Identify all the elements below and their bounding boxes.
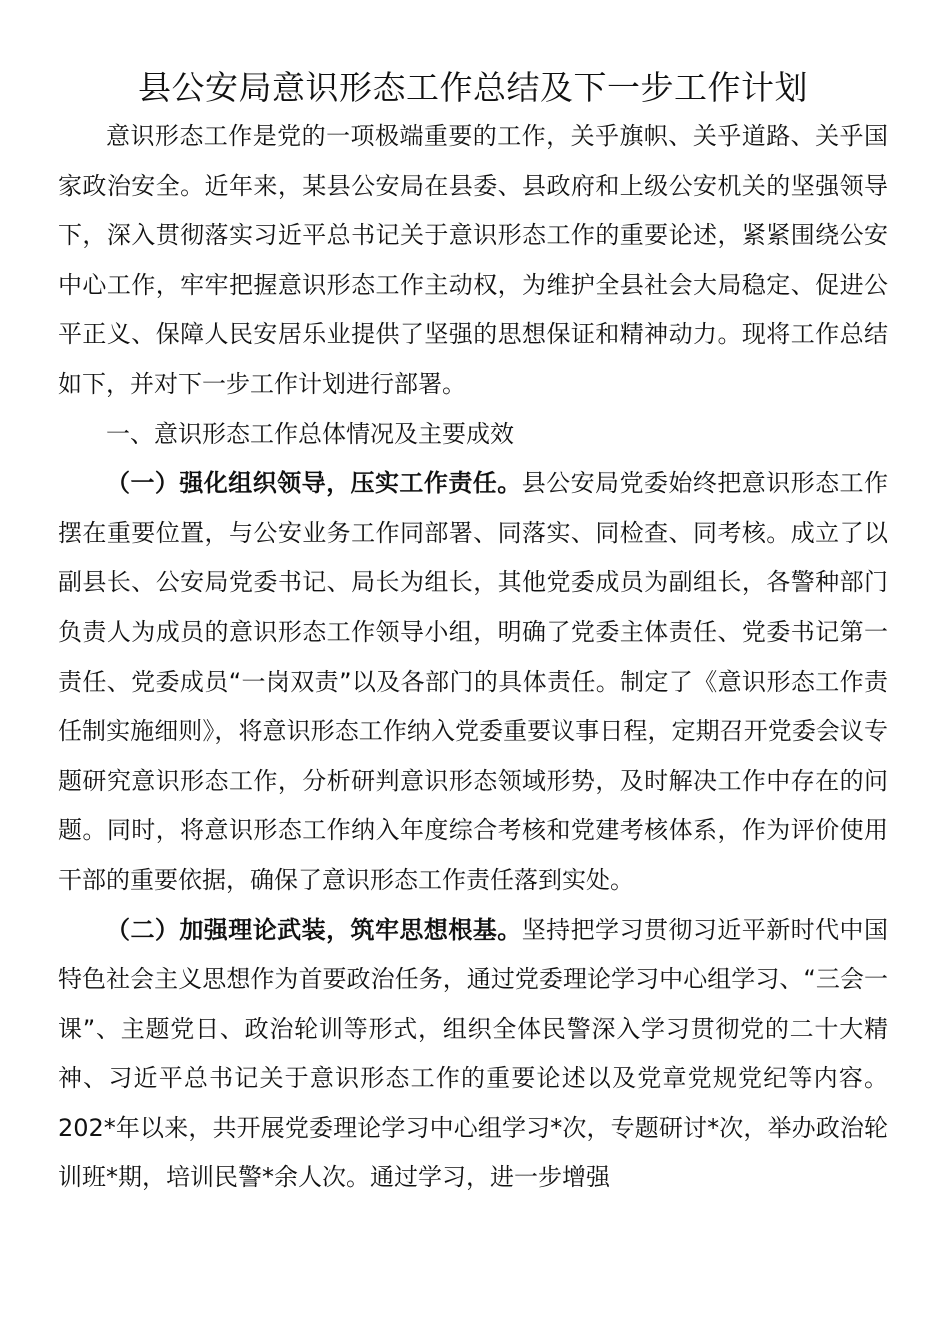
item-heading-2: （二）加强理论武装，筑牢思想根基。: [106, 915, 522, 944]
item-body-1: 县公安局党委始终把意识形态工作摆在重要位置，与公安业务工作同部署、同落实、同检查、同考核。成立了以副县长、公安局党委书记、局长为组长，其他党委成员为副组长，各警种部门负责人为成员的意识形态工作领导小组，明确了党委主体责任、党委书记第一责任、党委成员“一岗双责”以及各部门的具体责任。制定了《意识形态工作责任制实施细则》，将意识形态工作纳入党委重要议事日程，定期召开党委会议专题研究意识形态工作，分析研判意识形态领域形势，及时解决工作中存在的问题。同时，将意识形态工作纳入年度综合考核和党建考核体系，作为评价使用干部的重要依据，确保了意识形态工作责任落到实处。: [58, 469, 889, 894]
item-paragraph-2: [58, 906, 888, 1204]
intro-paragraph: 意识形态工作是党的一项极端重要的工作，关乎旗帜、关乎道路、关乎国家政治安全。近年来，某县公安局在县委、县政府和上级公安机关的坚强领导下，深入贯彻落实习近平总书记关于意识形态工作的重要论述，紧紧围绕公安中心工作，牢牢把握意识形态工作主动权，为维护全县社会大局稳定、促进公平正义、保障人民安居乐业提供了坚强的思想保证和精神动力。现将工作总结如下，并对下一步工作计划进行部署。: [58, 122, 888, 398]
section-heading: 一、意识形态工作总体情况及主要成效: [106, 419, 514, 448]
item-body-2: 坚持把学习贯彻习近平新时代中国特色社会主义思想作为首要政治任务，通过党委理论学习中心组学习、“三会一课”、主题党日、政治轮训等形式，组织全体民警深入学习贯彻党的二十大精神、习近平总书记关于意识形态工作的重要论述以及党章党规党纪等内容。202*年以来，共开展党委理论学习中心组学习*次，专题研讨*次，举办政治轮训班*期，培训民警*余人次。通过学习，进一步增强: [58, 915, 889, 1192]
document-title: 县公安局意识形态工作总结及下一步工作计划: [138, 68, 808, 107]
item-paragraph-1: [58, 459, 888, 905]
item-heading-1: （一）强化组织领导，压实工作责任。: [106, 469, 522, 498]
